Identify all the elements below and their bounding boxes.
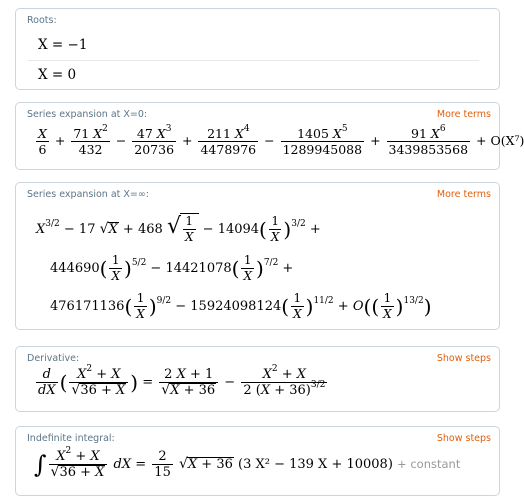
more-terms-link[interactable]: More terms	[436, 109, 491, 120]
root-1: X = −1	[38, 37, 88, 53]
integral-title: Indefinite integral:	[27, 433, 115, 444]
derivative-title: Derivative:	[27, 353, 80, 364]
show-steps-link-integral[interactable]: Show steps	[436, 433, 491, 444]
derivative-formula: $\frac{d}{dX}$ ( $\frac{X^2 + X}{√36 + X}$ ) = $\frac{2 X + 1}{√X + 36}$ − $\frac{X^2 + X}{2 (X + 36)^{3/2}}$	[38, 364, 326, 398]
roots-title: Roots:	[27, 15, 57, 26]
root-2: X = 0	[38, 67, 77, 83]
show-steps-link[interactable]: Show steps	[436, 353, 491, 364]
series-inf-pod	[15, 182, 500, 330]
roots-separator	[28, 60, 479, 61]
integral-formula: ∫ $\frac{X^2 + X}{√36 + X}$ dX = $\frac{2}{15}$ √X + 36 (3 X² − 139 X + 10008) + constant	[34, 446, 461, 480]
constant-term: + constant	[397, 457, 461, 471]
series-inf-title: Series expansion at X=∞:	[27, 189, 149, 200]
series-inf-line-3: 476171136( $\frac{1}{X}$ )$^{9/2}$ − 15924098124( $\frac{1}{X}$ )$^{11/2}$ + O(( $\frac{1}{X}$ )$^{13/2}$)	[50, 291, 432, 321]
series-zero-title: Series expansion at X=0:	[27, 109, 148, 120]
series-inf-line-1: $X^{3/2} - 17$ √X + 468 √ $\frac{1}{X}$ − 14094( $\frac{1}{X}$ )$^{3/2}$ +	[36, 214, 321, 244]
derivative-pod	[15, 346, 500, 412]
series-zero-pod	[15, 102, 524, 170]
integral-pod	[15, 426, 500, 496]
series-zero-formula: $\frac{X}{6}$ + $\frac{71 X^2}{432}$ − $\frac{47 X^3}{20736}$ + $\frac{211 X^4}{4478976}$ − $\frac{1405 X^5}{1289945088}$ + $\frac{91 X^6}{3439853568}$ + O(X⁷)	[38, 124, 524, 157]
roots-pod	[15, 8, 500, 90]
series-inf-line-2: 444690( $\frac{1}{X}$ )$^{5/2}$ − 14421078( $\frac{1}{X}$ )$^{7/2}$ +	[50, 253, 294, 283]
more-terms-link-inf[interactable]: More terms	[436, 189, 491, 200]
